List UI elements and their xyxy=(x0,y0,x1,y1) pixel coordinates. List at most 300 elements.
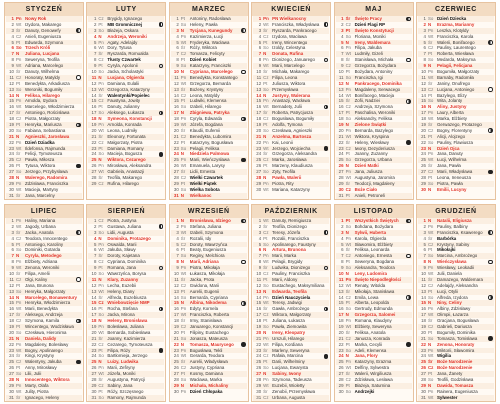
day-number: 10 xyxy=(256,69,262,75)
weekday-abbr: Cz xyxy=(16,318,22,324)
nameday-text: Olgi, Kaliny xyxy=(25,276,48,282)
weekday-abbr: Wt xyxy=(180,163,187,169)
nameday-text: Szymona, Kamila xyxy=(25,318,60,324)
day-number: 18 xyxy=(338,318,344,324)
nameday-text: Marcina, Ambrożego xyxy=(436,253,478,259)
day-number: 23 xyxy=(421,145,426,151)
nameday-text: Boże Ciało xyxy=(354,186,378,192)
weekday-abbr: Śr xyxy=(345,16,351,21)
day-number: 7 xyxy=(11,51,14,57)
day-number: 22 xyxy=(9,139,14,145)
weekday-abbr: Pt xyxy=(180,98,185,104)
weekday-abbr: So xyxy=(180,294,187,300)
day-number: 13 xyxy=(338,86,344,92)
weekday-abbr: Śr xyxy=(180,359,186,365)
nameday-text: Juliusza, Wiktora xyxy=(272,80,306,86)
day-number: 16 xyxy=(91,306,97,312)
weekday-abbr: Pt xyxy=(16,282,21,288)
moon-phase-full-icon xyxy=(76,75,81,80)
nameday-text: Katarzyny, Erazma xyxy=(354,359,392,365)
day-number: 5 xyxy=(258,241,262,247)
weekday-abbr: Pn xyxy=(263,294,269,300)
day-number: 28 xyxy=(256,175,262,181)
day-number: 3 xyxy=(93,229,97,235)
nameday-text: Mikołajki xyxy=(436,247,456,253)
month-october xyxy=(251,204,331,402)
day-number: 3 xyxy=(341,27,344,33)
day-number: 23 xyxy=(173,347,179,353)
nameday-text: Zbigniewa, Patryka xyxy=(189,110,230,116)
weekday-abbr: Pt xyxy=(345,192,350,198)
month-may xyxy=(334,2,414,200)
weekday-abbr: So xyxy=(427,335,434,341)
weekday-abbr: Śr xyxy=(98,92,103,98)
nameday-text: Euzebii, Wioletty xyxy=(272,382,305,388)
day-number: 22 xyxy=(173,139,179,145)
day-number: 22 xyxy=(338,341,344,347)
nameday-text: Wiktorii, Sławomira xyxy=(436,347,475,353)
day-number: 8 xyxy=(258,259,262,265)
weekday-abbr: So xyxy=(345,347,351,353)
day-number: 6 xyxy=(341,45,344,51)
nameday-text: Dzień Dziecka xyxy=(436,16,467,21)
weekday-abbr: Pn xyxy=(345,169,351,175)
weekday-abbr: Pn xyxy=(263,377,269,383)
nameday-text: Marka, Elżbiety xyxy=(436,116,467,122)
weekday-abbr: Pn xyxy=(427,69,434,75)
day-number: 8 xyxy=(341,259,344,265)
weekday-abbr: Pt xyxy=(180,288,185,294)
nameday-text: Dionizego, Januarego xyxy=(272,57,315,63)
nameday-text: Dominiki, Gotarda xyxy=(25,247,61,253)
weekday-abbr: Pn xyxy=(263,16,269,21)
day-number: 7 xyxy=(93,253,97,259)
month-title: WRZESIEŃ xyxy=(170,205,248,218)
weekday-abbr: So xyxy=(345,223,351,229)
day-number: 8 xyxy=(423,57,426,63)
nameday-text: Bożeny, Krystyny xyxy=(189,86,224,92)
nameday-text: Dzień Flagi RP xyxy=(354,21,386,27)
nameday-text: Ryszarda, Romualda xyxy=(107,51,149,57)
day-number: 19 xyxy=(91,324,97,330)
nameday-text: Filipa, Róży xyxy=(107,347,131,353)
nameday-text: Benedykta, Konstantego xyxy=(189,74,238,80)
nameday-text: Pauliny, Balbiny xyxy=(436,223,468,229)
nameday-text: Walerego, Radomira xyxy=(25,175,68,181)
nameday-text: Pankracego, Dominika xyxy=(354,80,402,86)
day-number: 16 xyxy=(421,104,426,110)
nameday-text: Filipa, Leona xyxy=(272,74,298,80)
day-number: 19 xyxy=(173,122,179,128)
weekday-abbr: Pt xyxy=(16,324,21,330)
nameday-text: Danuty, Wilhelma xyxy=(25,69,60,75)
month-december xyxy=(416,204,496,402)
day-number: 13 xyxy=(338,288,344,294)
weekday-abbr: Pt xyxy=(345,110,350,116)
day-row xyxy=(418,187,494,193)
day-number: 17 xyxy=(338,312,344,318)
day-number: 2 xyxy=(93,21,97,27)
nameday-text: Januarego, Konstancji xyxy=(189,324,234,330)
nameday-text: Filipa, Amelii xyxy=(25,271,50,277)
nameday-text: Kai, Leonii xyxy=(272,139,293,145)
day-number: 19 xyxy=(256,122,262,128)
nameday-text: Arnolda, Izydora xyxy=(25,98,57,104)
nameday-text: Lidii, Augusta xyxy=(107,229,134,235)
weekday-abbr: So xyxy=(98,229,104,235)
day-number: 12 xyxy=(338,282,344,288)
weekday-abbr: N xyxy=(16,133,20,139)
nameday-text: Kazimierza, Łucji xyxy=(189,33,223,39)
weekday-abbr: Śr xyxy=(180,45,186,51)
weekday-abbr: Cz xyxy=(180,175,187,181)
nameday-text: Józefa, Bogdana xyxy=(189,122,223,128)
weekday-abbr: Pn xyxy=(427,265,434,271)
day-number: 15 xyxy=(9,98,14,104)
nameday-text: Róży, Wiktora xyxy=(189,45,217,51)
day-number: 16 xyxy=(421,306,426,312)
moon-phase-last-icon xyxy=(241,117,246,122)
weekday-abbr: Pt xyxy=(16,163,21,169)
weekday-abbr: Śr xyxy=(345,247,350,253)
nameday-text: Urszuli, Hilarego xyxy=(272,335,305,341)
nameday-text: Franciszka, Władysława xyxy=(272,21,320,27)
weekday-abbr: So xyxy=(345,388,351,394)
day-number: 24 xyxy=(173,353,179,359)
nameday-text: Aliny, Justyny xyxy=(436,104,467,110)
day-number: 31 xyxy=(9,192,14,198)
weekday-abbr: Pn xyxy=(427,347,434,353)
day-number: 11 xyxy=(174,74,179,80)
day-number: 28 xyxy=(9,175,14,181)
moon-phase-new-icon xyxy=(406,140,411,145)
nameday-text: Wincentego, Wodzisława xyxy=(25,324,74,330)
day-number: 11 xyxy=(9,74,14,80)
day-number: 10 xyxy=(91,271,97,277)
nameday-text: Elżbiety, Seweryna xyxy=(354,324,392,330)
weekday-abbr: Cz xyxy=(263,33,269,39)
nameday-text: Romana, Jana xyxy=(107,265,136,271)
nameday-text: Marii, Aldony xyxy=(272,276,298,282)
weekday-abbr: Pn xyxy=(98,365,104,371)
day-number: 7 xyxy=(258,51,262,57)
weekday-abbr: N xyxy=(263,288,267,294)
weekday-abbr: Pn xyxy=(180,388,187,394)
nameday-text: Aleksego, Andrzeja xyxy=(25,312,63,318)
day-number: 22 xyxy=(256,341,262,347)
weekday-abbr: Pt xyxy=(427,288,433,294)
weekday-abbr: Pt xyxy=(263,359,268,365)
day-number: 23 xyxy=(338,347,344,353)
day-number: 4 xyxy=(258,235,262,241)
weekday-abbr: N xyxy=(180,259,184,265)
weekday-abbr: Śr xyxy=(263,265,268,271)
weekday-abbr: Pn xyxy=(16,57,22,63)
nameday-text: Aleksandry, Feliksa xyxy=(354,116,393,122)
nameday-text: Symeona, Konstancji xyxy=(107,116,152,122)
day-number: 2 xyxy=(11,223,14,229)
weekday-abbr: Pt xyxy=(427,247,433,253)
weekday-abbr: Pt xyxy=(180,139,185,145)
nameday-text: Dzień Nauczyciela xyxy=(272,294,311,300)
moon-phase-new-icon xyxy=(406,342,411,347)
day-number: 23 xyxy=(91,145,97,151)
nameday-text: Irmy, Stanisława xyxy=(189,318,222,324)
nameday-text: Elżbiety, Adriana xyxy=(25,259,58,265)
day-number: 26 xyxy=(173,365,179,371)
weekday-abbr: Wt xyxy=(16,388,22,394)
day-number: 25 xyxy=(256,359,262,365)
nameday-text: Grzegorza, Salomei xyxy=(354,312,396,318)
nameday-text: Leszka, Klotyldy xyxy=(436,27,469,33)
nameday-text: Emilii, Lucyny xyxy=(436,186,467,192)
weekday-abbr: Śr xyxy=(263,347,268,353)
nameday-text: Pelagii, Felicjana xyxy=(436,63,473,69)
nameday-text: Pauliny, Franciszka xyxy=(272,271,310,277)
nameday-text: Jana, Marcelny xyxy=(25,192,55,198)
weekday-abbr: N xyxy=(98,116,102,122)
day-number: 12 xyxy=(91,80,97,86)
nameday-text: Anny, Mirosławy xyxy=(25,365,57,371)
nameday-text: Lucjana, Antoniego xyxy=(436,86,475,92)
nameday-text: Rozalii, Idy xyxy=(189,235,212,241)
nameday-text: Ryszarda, Pankracego xyxy=(272,27,317,33)
nameday-text: Wielki Czwartek xyxy=(189,175,223,181)
day-number: 2 xyxy=(176,21,179,27)
day-number: 30 xyxy=(173,186,179,192)
day-number: 29 xyxy=(338,180,344,186)
nameday-text: Franciszka, Igi xyxy=(354,74,383,80)
nameday-text: Dominika, Protazego xyxy=(107,235,151,241)
nameday-text: Bogny, Apolinarego xyxy=(25,347,63,353)
nameday-text: Alfreda, Euzebiusza xyxy=(107,294,147,300)
day-number: 5 xyxy=(176,241,179,247)
weekday-abbr: Pt xyxy=(180,16,185,21)
day-number: 29 xyxy=(256,180,262,186)
day-number: 28 xyxy=(173,377,179,383)
weekday-abbr: Pn xyxy=(263,57,269,63)
nameday-text: Wawrzyńca, Borysa xyxy=(107,271,147,277)
day-number: 27 xyxy=(91,169,97,175)
day-number: 14 xyxy=(173,294,179,300)
weekday-abbr: Pt xyxy=(345,27,350,33)
nameday-text: Gabrieli, Dariusza xyxy=(436,324,472,330)
nameday-text: Dory, Tytusa xyxy=(107,45,132,51)
weekday-abbr: Śr xyxy=(98,377,103,383)
day-number: 30 xyxy=(9,388,14,394)
month-title: MARZEC xyxy=(170,3,248,16)
nameday-text: Bazylego, Elizy xyxy=(436,92,467,98)
nameday-text: Ireny, Waldemara xyxy=(354,39,391,45)
nameday-text: Bogny, Florentyny xyxy=(436,127,473,133)
day-number: 4 xyxy=(258,33,262,39)
nameday-text: Marii, Wieńczysława xyxy=(189,157,230,163)
nameday-text: Marcelego, Włodzimierza xyxy=(25,104,75,110)
day-number: 2 xyxy=(341,21,344,27)
nameday-text: Justyny, Cypriana xyxy=(189,365,225,371)
day-number: 11 xyxy=(421,74,426,80)
weekday-abbr: Pt xyxy=(16,365,21,371)
day-number: 5 xyxy=(341,241,344,247)
nameday-text: Ignacego, Heleny xyxy=(25,394,60,400)
day-number: 20 xyxy=(173,127,179,133)
day-number: 27 xyxy=(256,371,262,377)
weekday-abbr: Cz xyxy=(345,63,351,69)
weekday-abbr: Pt xyxy=(345,341,350,347)
weekday-abbr: Pt xyxy=(345,382,350,388)
weekday-abbr: Pn xyxy=(180,347,187,353)
month-title: GRUDZIEŃ xyxy=(417,205,495,218)
weekday-abbr: So xyxy=(427,180,434,186)
weekday-abbr: Wt xyxy=(16,306,22,312)
weekday-abbr: Cz xyxy=(427,169,434,175)
day-number: 29 xyxy=(338,382,344,388)
moon-phase-new-icon xyxy=(488,170,493,175)
day-number: 16 xyxy=(9,306,14,312)
nameday-text: Danuty, Genowefy xyxy=(25,27,61,33)
day-number: 4 xyxy=(176,33,179,39)
weekday-abbr: N xyxy=(263,175,267,181)
day-number: 20 xyxy=(9,127,14,133)
day-number: 14 xyxy=(173,92,179,98)
day-number: 3 xyxy=(93,27,97,33)
weekday-abbr: Wt xyxy=(180,122,187,128)
weekday-abbr: N xyxy=(180,218,184,223)
weekday-abbr: Śr xyxy=(427,235,433,241)
month-title: CZERWIEC xyxy=(417,3,495,16)
weekday-abbr: Pn xyxy=(180,306,187,312)
weekday-abbr: Cz xyxy=(16,116,22,122)
day-number: 30 xyxy=(338,388,344,394)
weekday-abbr: Śr xyxy=(98,294,103,300)
nameday-text: Sławomira, Elżbiety xyxy=(354,241,393,247)
weekday-abbr: N xyxy=(427,218,432,223)
day-number: 18 xyxy=(338,116,344,122)
day-number: 2 xyxy=(423,223,426,229)
day-number: 5 xyxy=(11,39,14,45)
nameday-text: Albina, Nikodema xyxy=(189,300,227,306)
weekday-abbr: Pn xyxy=(345,86,351,92)
day-number: 8 xyxy=(11,259,14,265)
nameday-text: Bolesława, Juliana xyxy=(107,324,144,330)
day-number: 26 xyxy=(9,163,14,169)
day-number: 9 xyxy=(93,63,97,69)
day-number: 9 xyxy=(258,265,262,271)
day-number: 23 xyxy=(338,145,344,151)
weekday-abbr: Śr xyxy=(263,306,268,312)
weekday-abbr: Cz xyxy=(263,116,269,122)
weekday-abbr: So xyxy=(180,335,187,341)
day-number: 17 xyxy=(256,312,262,318)
moon-phase-last-icon xyxy=(241,301,246,306)
nameday-text: Ildefonsa, Rajmunda xyxy=(25,145,66,151)
day-number: 5 xyxy=(93,241,97,247)
weekday-abbr: Cz xyxy=(345,186,351,192)
nameday-text: Wieńczysława xyxy=(436,259,467,265)
nameday-text: Święto Niepodległości xyxy=(354,276,402,282)
nameday-text: Dzień Ojca xyxy=(436,145,460,151)
day-number: 4 xyxy=(423,235,426,241)
nameday-text: Mikołaja, Stanisława xyxy=(354,288,395,294)
day-number: 18 xyxy=(91,116,97,122)
day-number: 20 xyxy=(173,329,179,335)
day-number: 28 xyxy=(91,377,97,383)
nameday-text: Feliksa, Hilarego xyxy=(25,92,60,98)
weekday-abbr: So xyxy=(98,27,104,33)
weekday-abbr: Wt xyxy=(427,271,434,277)
day-number: 14 xyxy=(421,92,426,98)
weekday-abbr: Cz xyxy=(180,133,187,139)
day-number: 16 xyxy=(173,104,179,110)
weekday-abbr: Pt xyxy=(263,276,268,282)
weekday-abbr: Wt xyxy=(98,247,104,253)
nameday-text: Wiktora, Kryspina xyxy=(354,133,389,139)
weekday-abbr: N xyxy=(345,271,349,277)
nameday-text: Agaty, Adelajdy xyxy=(107,39,138,45)
day-number: 16 xyxy=(173,306,179,312)
weekday-abbr: So xyxy=(263,365,269,371)
nameday-text: Jerzego, Przybysława xyxy=(25,169,68,175)
day-number: 14 xyxy=(91,294,97,300)
day-number: 6 xyxy=(258,247,262,253)
day-number: 29 xyxy=(421,180,426,186)
day-number: 5 xyxy=(423,39,426,45)
nameday-text: Antoniego, Rościsława xyxy=(25,110,70,116)
weekday-abbr: Cz xyxy=(263,74,269,80)
nameday-text: Teresy, Józefa xyxy=(272,229,301,235)
weekday-abbr: Cz xyxy=(98,139,104,145)
day-number: 3 xyxy=(258,27,262,33)
nameday-text: Bartłomieja, Jerzego xyxy=(107,353,148,359)
weekday-abbr: Śr xyxy=(98,133,103,139)
day-number: 4 xyxy=(423,33,426,39)
nameday-text: Czesława, Agnieszki xyxy=(272,127,313,133)
day-number: 30 xyxy=(421,186,426,192)
day-number: 12 xyxy=(256,282,262,288)
nameday-text: Filipa, Kordiana xyxy=(272,341,303,347)
nameday-text: Faustyna, Jowity xyxy=(107,98,141,104)
weekday-abbr: N xyxy=(427,145,432,151)
weekday-abbr: Pt xyxy=(98,63,103,69)
nameday-text: Marleny, Seweryna xyxy=(272,347,310,353)
weekday-abbr: So xyxy=(263,282,269,288)
weekday-abbr: Wt xyxy=(427,74,434,80)
nameday-text: Marii, Władysława xyxy=(436,169,473,175)
day-number: 9 xyxy=(11,63,14,69)
nameday-text: Marii, Adriana xyxy=(189,259,219,265)
nameday-text: Erazma, Marianny xyxy=(436,21,475,27)
day-number: 18 xyxy=(421,318,426,324)
day-number: 24 xyxy=(9,151,14,157)
weekday-abbr: Pt xyxy=(427,51,433,57)
weekday-abbr: Cz xyxy=(98,259,104,265)
nameday-text: Teofila, Makarego xyxy=(107,175,143,181)
weekday-abbr: Pt xyxy=(427,133,433,139)
nameday-text: Boże Narodzenie xyxy=(436,365,473,371)
day-row xyxy=(171,389,247,395)
weekday-abbr: Pt xyxy=(98,388,103,394)
nameday-text: Izabeli, Szymona xyxy=(189,229,224,235)
day-number: 22 xyxy=(9,341,14,347)
weekday-abbr: Pn xyxy=(180,223,187,229)
day-number: 24 xyxy=(421,353,426,359)
day-number: 7 xyxy=(258,253,262,259)
weekday-abbr: So xyxy=(427,139,434,145)
weekday-abbr: N xyxy=(98,359,102,365)
day-number: 16 xyxy=(256,104,262,110)
day-number: 10 xyxy=(421,271,426,277)
moon-phase-new-icon xyxy=(159,152,164,157)
